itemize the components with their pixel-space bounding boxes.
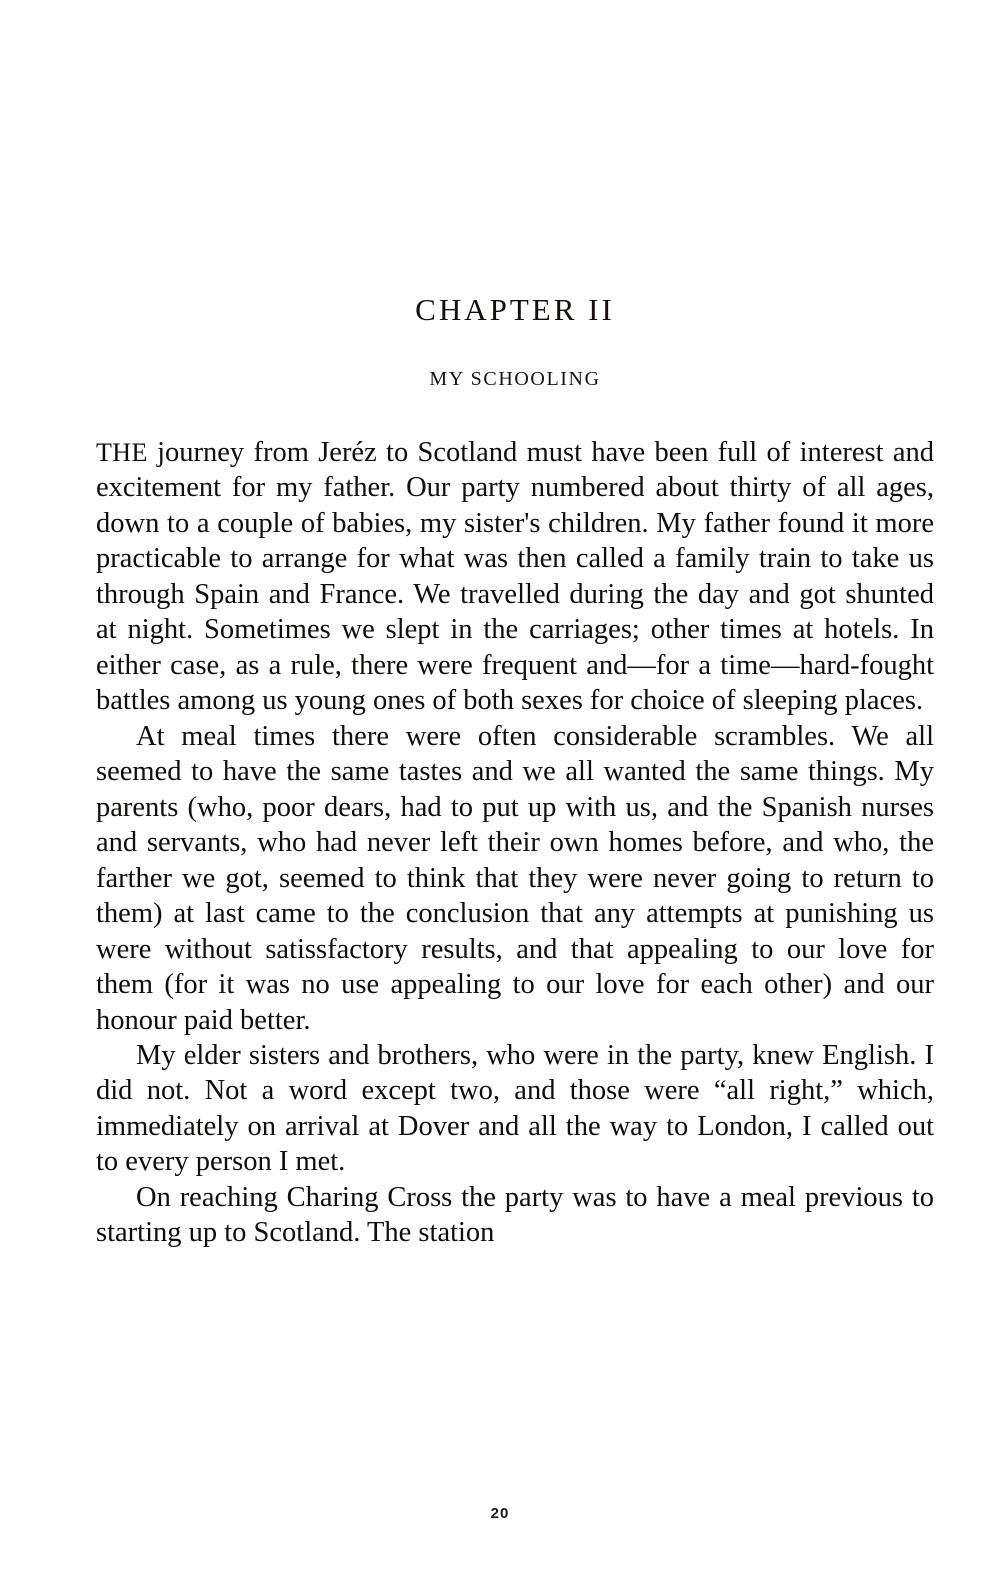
chapter-title: CHAPTER II xyxy=(415,292,615,327)
paragraph-3: My elder sisters and brothers, who were in the party, knew English. I did not. Not a word except two, and those were “all right,” which, immediately on arrival at Dover and all the way to London, I called out to every person I met. xyxy=(96,1039,934,1178)
section-title: MY SCHOOLING xyxy=(429,368,601,390)
body-text xyxy=(96,435,934,1251)
page-content xyxy=(96,292,934,1251)
paragraph-4: On reaching Charing Cross the party was to have a meal previous to starting up to Scotland. The station xyxy=(96,1181,934,1249)
paragraph-1-lead: THE xyxy=(96,438,148,467)
paragraph-1 xyxy=(96,435,934,719)
page-number: 20 xyxy=(490,1505,510,1522)
paragraph-1-text: journey from Jeréz to Scotland must have been full of interest and excitement for my father. Our party numbered about thirty of all ages, down to a couple of babies, my sister's children. My father found it more practicable to arrange for what was then called a family train to take us through Spain and France. We travelled during the day and got shunted at night. Sometimes we slept in the carriages; other times at hotels. In either case, as a rule, there were frequent and—for a time—hard-fought battles among us young ones of both sexes for choice of sleeping places. xyxy=(96,437,934,717)
paragraph-2: At meal times there were often considerable scrambles. We all seemed to have the same tastes and we all wanted the same things. My parents (who, poor dears, had to put up with us, and the Spanish nurses and servants, who had never left their own homes before, and who, the farther we got, seemed to think that they were never going to return to them) at last came to the conclusion that any attempts at punishing us were without satissfactory results, and that appealing to our love for them (for it was no use appealing to our love for each other) and our honour paid better. xyxy=(96,720,934,1036)
